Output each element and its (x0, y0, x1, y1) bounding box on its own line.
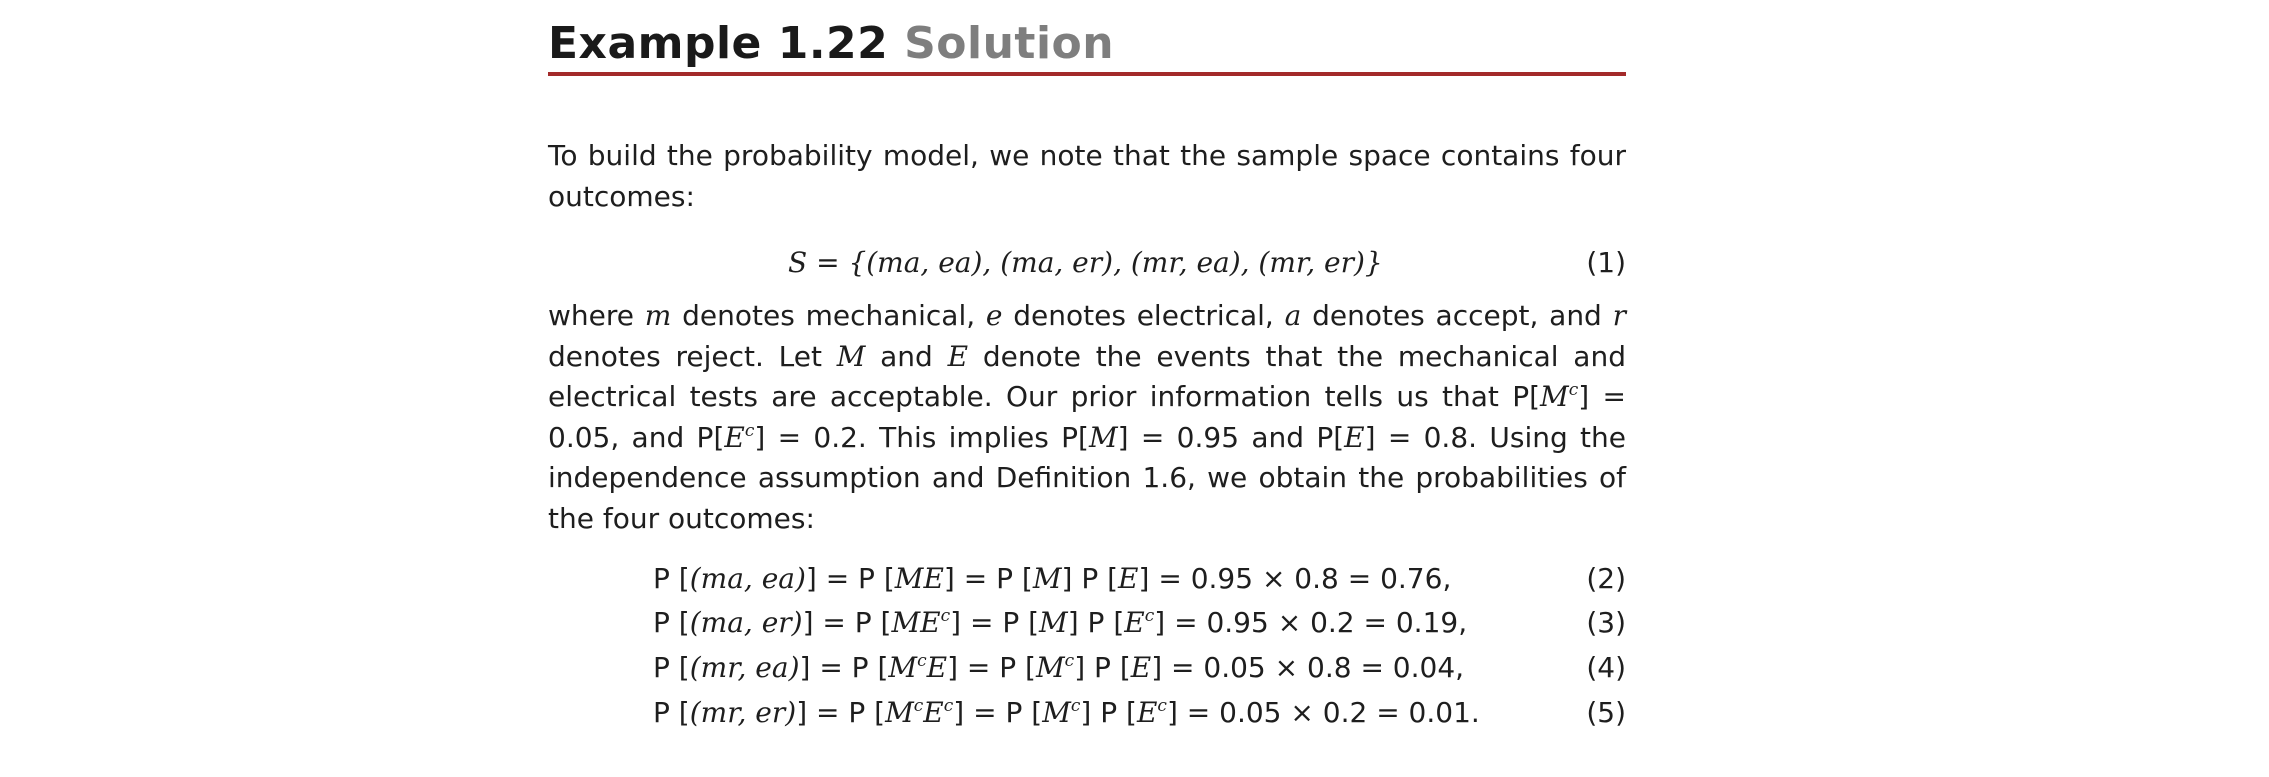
math-var: M (1540, 380, 1569, 413)
title-underline (548, 72, 1626, 76)
math-superscript: c (744, 420, 755, 441)
equation-1-number: (1) (1586, 246, 1626, 279)
text-fragment: ] = 0.95 and P[ (1117, 420, 1345, 454)
text-fragment: where (548, 299, 645, 332)
math-var: r (1612, 299, 1626, 332)
text-fragment: denotes reject. Let (548, 339, 837, 373)
slide-title (548, 18, 1114, 69)
math-var: M (836, 339, 866, 373)
math-var: E (947, 339, 969, 373)
equation-3 (548, 606, 1626, 648)
text-fragment: denotes mechanical, (671, 299, 986, 332)
equation-2 (548, 562, 1626, 604)
slide (548, 0, 1626, 777)
intro-paragraph: To build the probability model, we note that the sample space contains four outcomes: (548, 139, 1626, 213)
explanation-paragraph (548, 296, 1626, 539)
text-fragment: denote the events that the mechanical and electrical tests are acceptable. Our prior information tells us that P[ (548, 339, 1626, 413)
equation-4-body: P [(mr, ea)] = P $[M^cE] = P$ $[M^c]$ P [E] = 0.05 × 0.8 = 0.04, (653, 651, 1465, 684)
equation-5 (548, 696, 1626, 738)
title-solution: Solution (904, 18, 1115, 69)
text-fragment: ] = 0.05, and P[ (548, 380, 1626, 454)
text-fragment: denotes electrical, (1002, 299, 1285, 332)
title-example: Example 1.22 (548, 18, 889, 69)
equation-3-body: P [(ma, er)] = P $[ME^c] = P$ [M] P $[E^c] = 0.95 \times 0.2 = 0.19$, (653, 606, 1468, 639)
math-var: m (644, 299, 672, 332)
equation-2-number: (2) (1586, 562, 1626, 595)
text-fragment: denotes accept, and (1301, 299, 1613, 332)
equation-4 (548, 651, 1626, 693)
math-var: E (1344, 420, 1365, 454)
equation-5-number: (5) (1586, 696, 1626, 729)
math-var: E (724, 420, 745, 454)
equation-2-body: P [(ma, ea)] = P [ME] = P [M] P [E] = 0.95 × 0.8 = 0.76, (653, 562, 1452, 595)
math-var: M (1088, 420, 1118, 454)
equation-3-number: (3) (1586, 606, 1626, 639)
math-var: a (1284, 299, 1302, 332)
math-var: e (985, 299, 1003, 332)
equation-1 (548, 246, 1626, 288)
equation-5-body: P [(mr, er)] = P $[M^cE^c] = P$ $[M^c]$ P $[E^c] = 0.05 \times 0.2 = 0.01$. (653, 696, 1480, 729)
math-superscript: c (1568, 380, 1579, 400)
equation-4-number: (4) (1586, 651, 1626, 684)
equation-1-body: S = {(ma, ea), (ma, er), (mr, ea), (mr, er)} (788, 246, 1383, 279)
text-fragment: ] = 0.2. This implies P[ (754, 420, 1089, 454)
text-fragment: ] = 0.8. Using the independence assumption and Definition 1.6, we obtain the probabilities of the four outcomes: (548, 420, 1627, 535)
text-fragment: and (865, 339, 948, 373)
